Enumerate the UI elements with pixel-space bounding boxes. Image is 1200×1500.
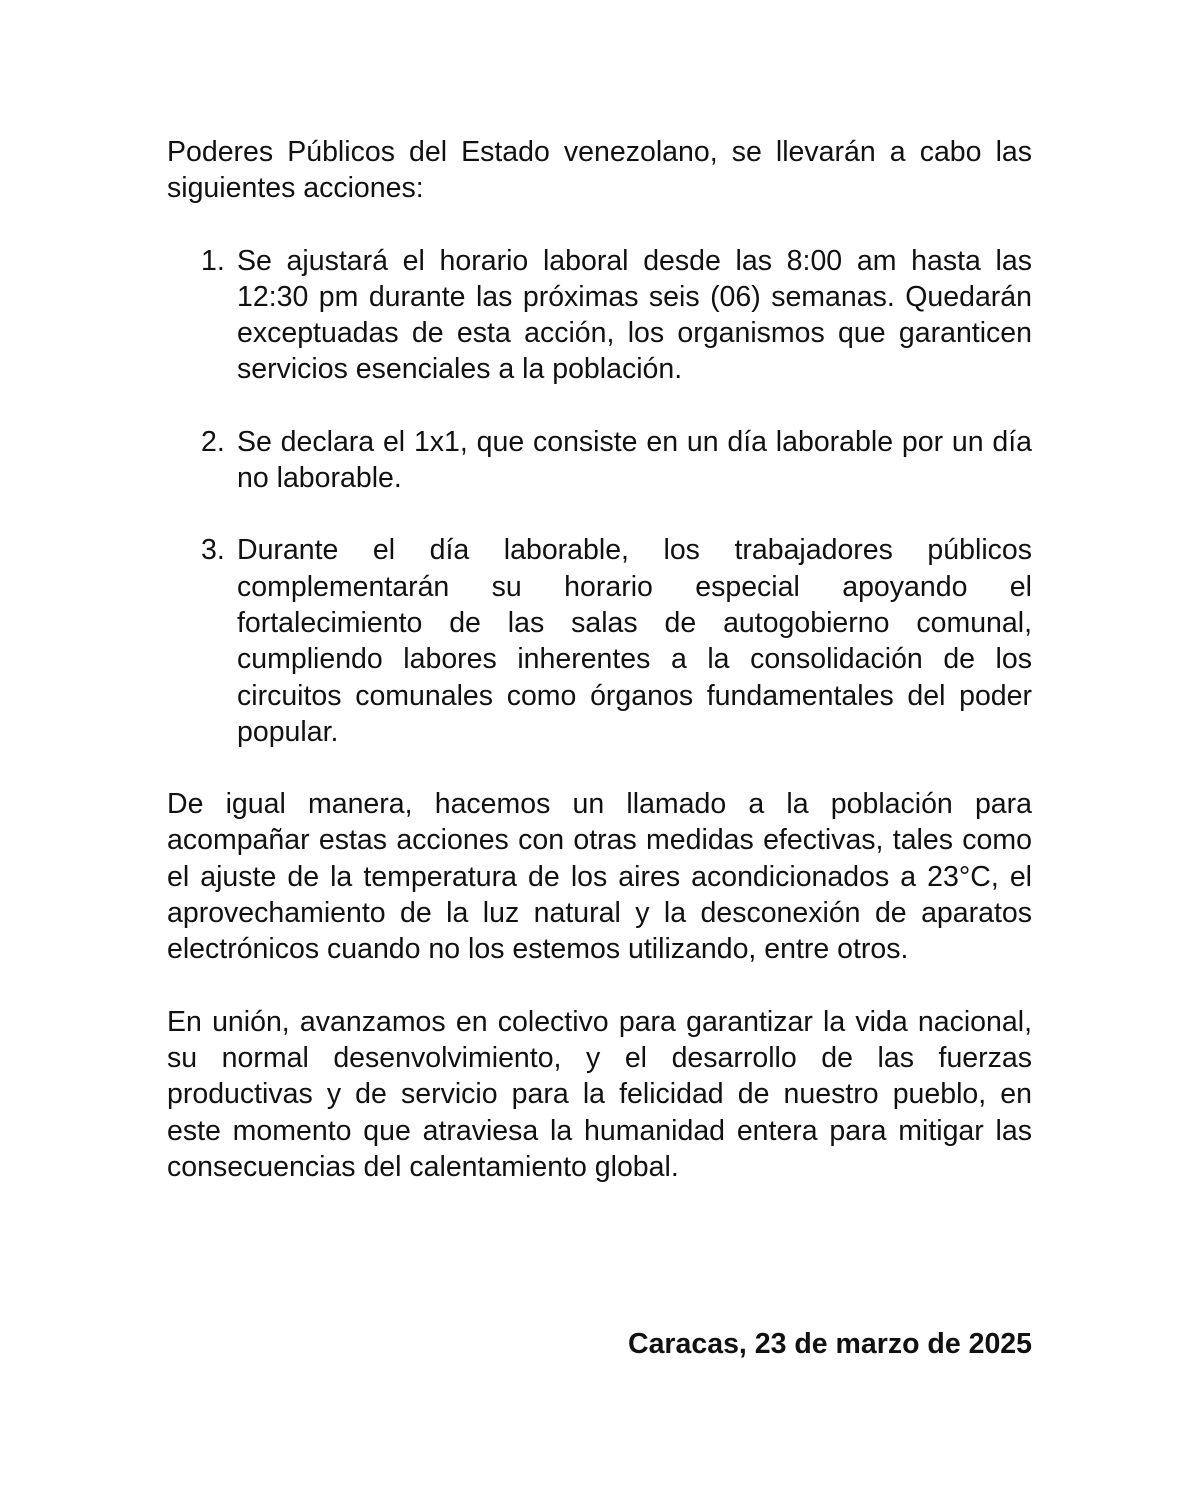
list-item [167, 424, 1032, 497]
list-item-text: Se declara el 1x1, que consiste en un día laborable por un día no laborable. [237, 425, 1032, 495]
list-item-text: Se ajustará el horario laboral desde las 8:00 am hasta las 12:30 pm durante las próximas seis (06) semanas. Quedarán exceptuadas de esta acción, los organismos que garanticen servicios esenciales a la población. [237, 244, 1032, 386]
list-item-number: 1. [201, 244, 225, 277]
place-and-date: Caracas, 23 de marzo de 2025 [628, 1328, 1032, 1360]
intro-paragraph: Poderes Públicos del Estado venezolano, se llevarán a cabo las siguientes acciones: [167, 136, 1032, 205]
list-item [167, 532, 1032, 750]
actions-list [167, 243, 1032, 751]
closing-paragraph: En unión, avanzamos en colectivo para garantizar la vida nacional, su normal desenvolvimiento, y el desarrollo de las fuerzas productivas y de servicio para la felicidad de nuestro pueblo, en este momento que atraviesa la humanidad entera para mitigar las consecuencias del calentamiento global. [167, 1005, 1032, 1183]
list-item-number: 2. [201, 425, 225, 458]
list-item [167, 243, 1032, 388]
call-to-population-paragraph: De igual manera, hacemos un llamado a la población para acompañar estas acciones con otras medidas efectivas, tales como el ajuste de la temperatura de los aires acondicionados a 23°C, el aprovechamiento de la luz natural y la desconexión de aparatos electrónicos cuando no los estemos utilizando, entre otros. [167, 788, 1032, 966]
document-body [167, 134, 1032, 1185]
list-item-number: 3. [201, 534, 225, 567]
list-item-text: Durante el día laborable, los trabajadores públicos complementarán su horario especial apoyando el fortalecimiento de las salas de autogobierno comunal, cumpliendo labores inherentes a la consolidación de los circuitos comunales como órganos fundamentales del poder popular. [237, 534, 1032, 748]
